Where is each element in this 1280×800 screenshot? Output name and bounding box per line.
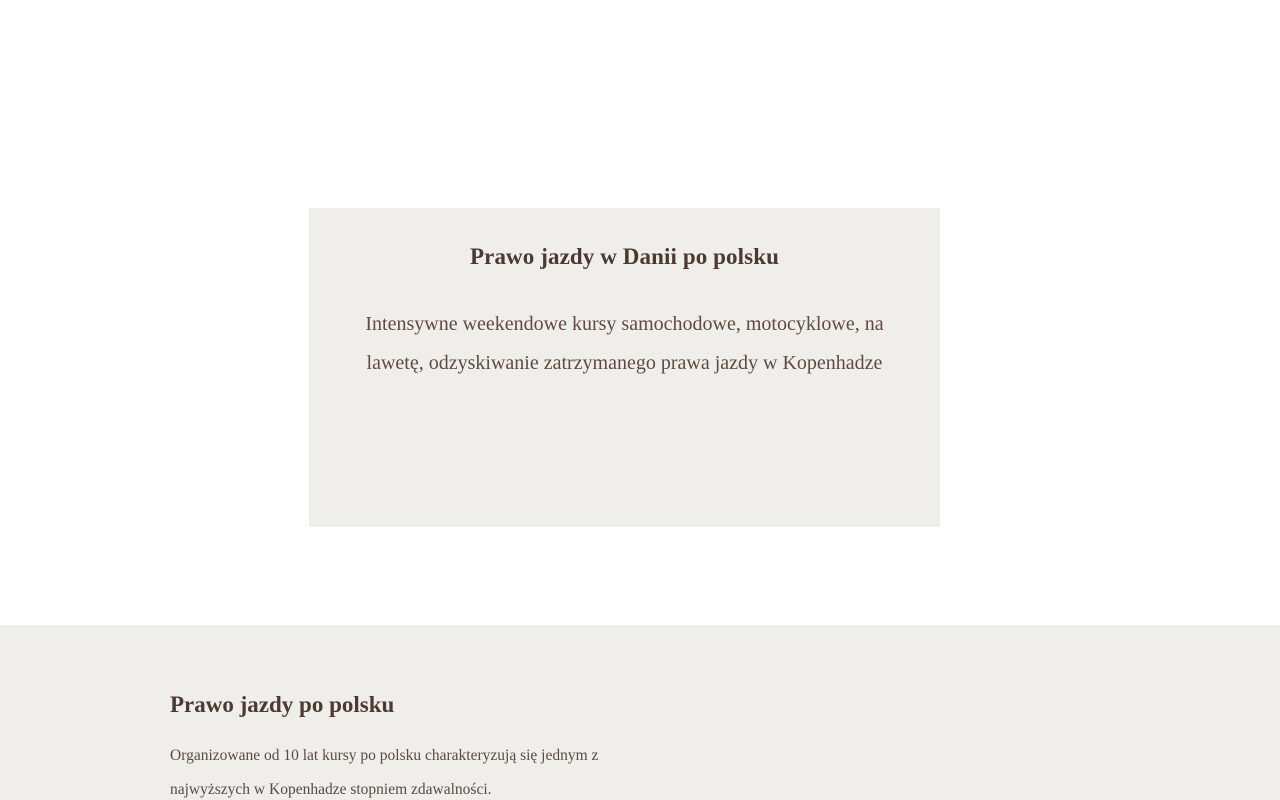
page-title: Prawo jazdy w Danii po polsku (470, 244, 779, 269)
hero-card (309, 208, 940, 527)
about-heading: Prawo jazdy po polsku (170, 692, 395, 717)
about-paragraph: Organizowane od 10 lat kursy po polsku charakteryzują się jednym z najwyższych w Kopenhadze stopniem zdawalności. (170, 746, 599, 798)
hero-subtitle: Intensywne weekendowe kursy samochodowe, motocyklowe, na lawetę, odzyskiwanie zatrzymanego prawa jazdy w Kopenhadze (365, 312, 884, 374)
about-section (0, 625, 1280, 800)
about-text-block (170, 691, 690, 800)
